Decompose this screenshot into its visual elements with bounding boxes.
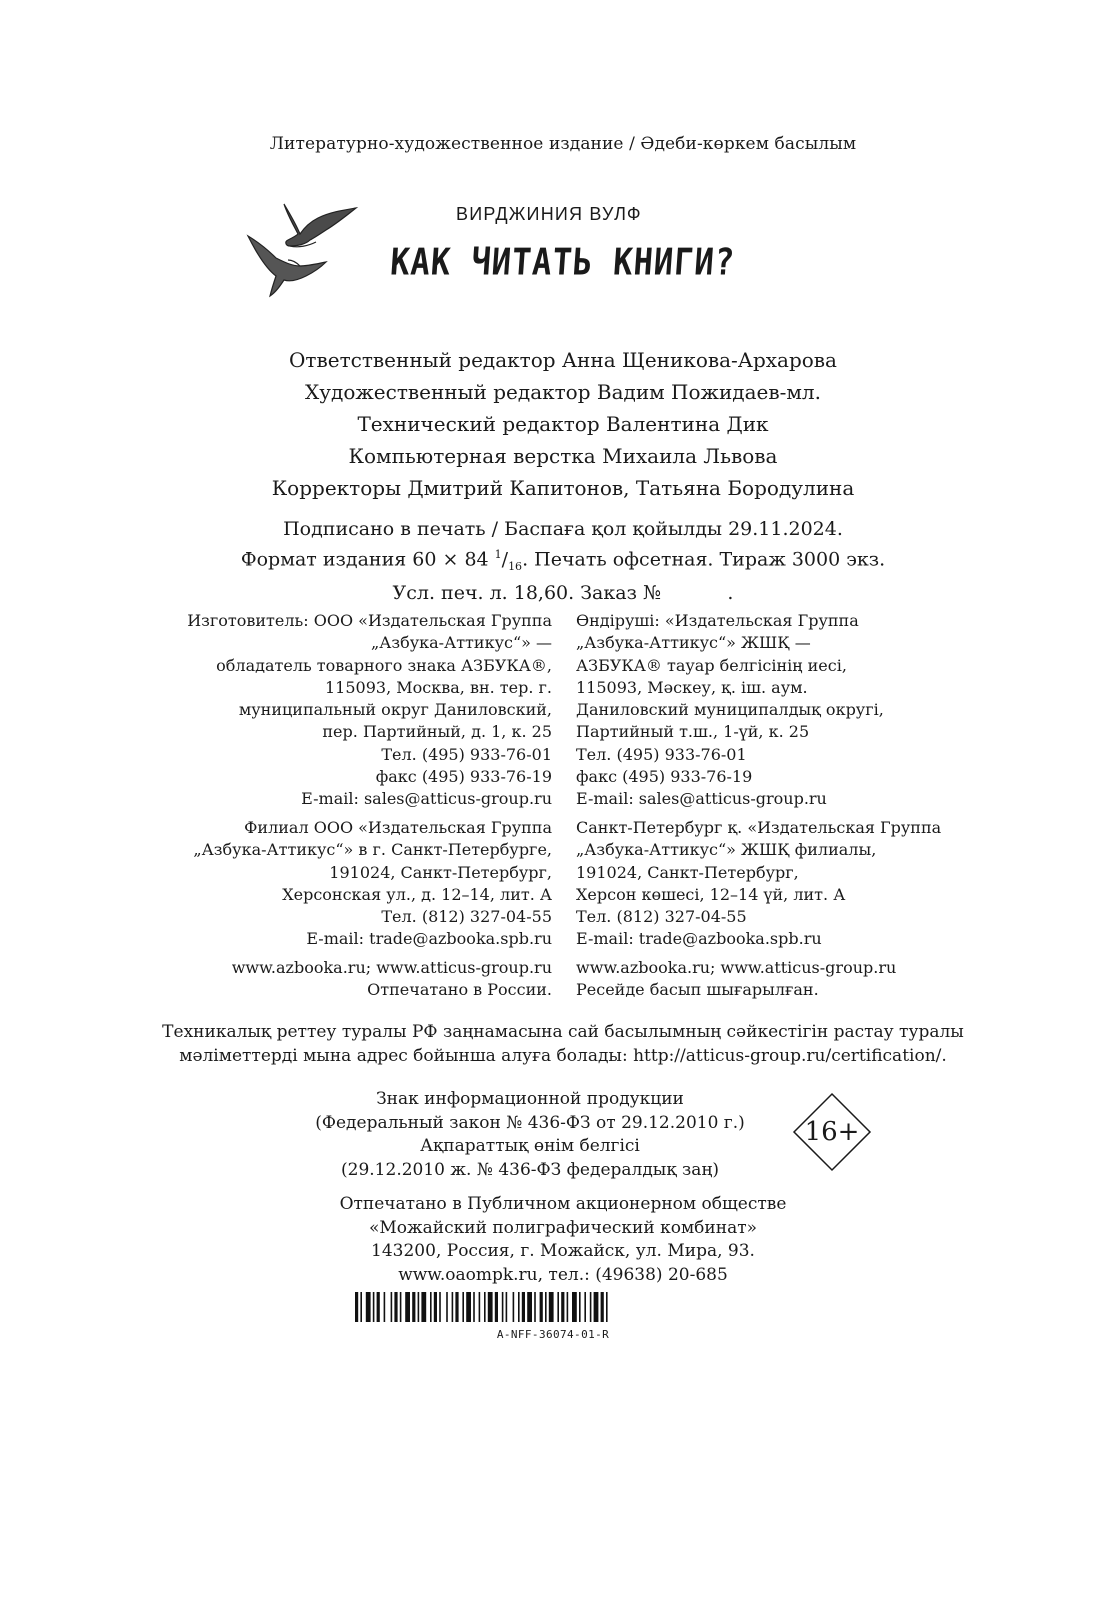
text-line: мәліметтерді мына адрес бойынша алуға болады: http://atticus-group.ru/certification/.	[179, 1046, 947, 1066]
text-line: «Можайский полиграфический комбинат»	[368, 1217, 758, 1238]
text-line: Отпечатано в Публичном акционерном обществе	[339, 1194, 787, 1214]
printer-info	[0, 1193, 1100, 1287]
web-kz	[576, 957, 976, 1002]
series-line: Литературно-художественное издание / Әдеби-көркем басылым	[269, 134, 857, 154]
text-line: E-mail: sales@atticus-group.ru	[576, 789, 827, 809]
text-line: www.oaompk.ru, тел.: (49638) 20-685	[398, 1264, 728, 1285]
text-line: (29.12.2010 ж. № 436-ФЗ федералдық заң)	[341, 1159, 719, 1180]
format-slash: /	[501, 548, 509, 571]
signed-line: Подписано в печать / Баспаға қол қойылды 29.11.2024.	[283, 518, 843, 540]
text-line: Тел. (812) 327-04-55	[576, 907, 747, 927]
text-line: обладатель товарного знака АЗБУКА®,	[216, 655, 552, 675]
text-line: 191024, Санкт-Петербург,	[576, 862, 799, 882]
text-line: E-mail: trade@azbooka.spb.ru	[306, 929, 552, 949]
format-suffix: . Печать офсетная. Тираж 3000 экз.	[522, 548, 886, 571]
barcode-graphic	[355, 1292, 751, 1322]
text-line: 115093, Москва, вн. тер. г.	[325, 677, 552, 697]
text-line: www.azbooka.ru; www.atticus-group.ru	[576, 958, 897, 977]
text-line: Тел. (812) 327-04-55	[381, 907, 552, 927]
age-rating-text: 16+	[804, 1117, 860, 1147]
text-line: Изготовитель: ООО «Издательская Группа	[187, 611, 552, 630]
text-line: Филиал ООО «Издательская Группа	[244, 818, 552, 837]
book-title: КАК ЧИТАТЬ КНИГИ?	[388, 240, 737, 284]
text-line: Ақпараттық өнім белгісі	[420, 1136, 640, 1156]
credit-line: Ответственный редактор Анна Щеникова-Архарова	[289, 348, 837, 372]
text-line: Отпечатано в России.	[367, 980, 552, 1000]
text-line: Херсон көшесі, 12–14 үй, лит. А	[576, 884, 846, 904]
sheets-line: Усл. печ. л. 18,60. Заказ № .	[392, 582, 734, 605]
author-name: ВИРДЖИНИЯ ВУЛФ	[456, 204, 642, 224]
manufacturer-ru	[180, 610, 552, 811]
text-line: Тел. (495) 933-76-01	[381, 744, 552, 764]
text-line: 191024, Санкт-Петербург,	[329, 862, 552, 882]
text-line: Техникалық реттеу туралы РФ заңнамасына сай басылымның сәйкестігін растау туралы	[162, 1022, 964, 1042]
text-line: Ресейде басып шығарылған.	[576, 980, 819, 1000]
format-den: 16	[508, 560, 523, 574]
text-line: АЗБУКА® тауар белгісінің иесі,	[576, 655, 847, 675]
text-line: факс (495) 933-76-19	[576, 767, 753, 787]
format-line	[0, 542, 1100, 580]
text-line: Өндіруші: «Издательская Группа	[576, 611, 859, 630]
web-ru	[180, 957, 552, 1002]
text-line: пер. Партийный, д. 1, к. 25	[322, 722, 552, 742]
branch-ru	[180, 817, 552, 951]
age-rating-badge	[792, 1092, 872, 1172]
branch-kz	[576, 817, 976, 951]
certification-note	[0, 1020, 1100, 1068]
text-line: E-mail: trade@azbooka.spb.ru	[576, 929, 822, 949]
print-info	[0, 516, 1100, 606]
text-line: „Азбука-Аттикус“» в г. Санкт-Петербурге,	[193, 840, 552, 860]
text-line: E-mail: sales@atticus-group.ru	[301, 789, 552, 809]
text-line: „Азбука-Аттикус“» —	[370, 633, 552, 653]
text-line: „Азбука-Аттикус“» ЖШҚ филиалы,	[576, 840, 877, 860]
barcode-code: A-NFF-36074-01-R	[496, 1328, 610, 1341]
text-line: Херсонская ул., д. 12–14, лит. А	[282, 884, 552, 904]
text-line: факс (495) 933-76-19	[375, 767, 552, 787]
text-line: www.azbooka.ru; www.atticus-group.ru	[231, 958, 552, 977]
credit-line: Художественный редактор Вадим Пожидаев-мл.	[305, 380, 821, 404]
credits-list	[0, 344, 1100, 504]
credit-line: Корректоры Дмитрий Капитонов, Татьяна Бородулина	[271, 476, 855, 500]
credit-line: Технический редактор Валентина Дик	[357, 412, 769, 436]
text-line: „Азбука-Аттикус“» ЖШҚ —	[576, 633, 811, 653]
birds-illustration	[244, 196, 374, 306]
info-product-sign	[270, 1088, 790, 1182]
text-line: 143200, Россия, г. Можайск, ул. Мира, 93.	[371, 1241, 755, 1261]
text-line: (Федеральный закон № 436-ФЗ от 29.12.2010 г.)	[315, 1112, 745, 1133]
credit-line: Компьютерная верстка Михаила Львова	[348, 444, 778, 468]
text-line: Знак информационной продукции	[376, 1089, 684, 1109]
text-line: 115093, Мәскеу, қ. іш. аум.	[576, 677, 808, 697]
text-line: Даниловский муниципалдық округі,	[576, 700, 884, 720]
manufacturer-kz	[576, 610, 976, 811]
format-prefix: Формат издания 60 × 84	[240, 548, 495, 571]
text-line: Партийный т.ш., 1-үй, к. 25	[576, 722, 810, 742]
text-line: Санкт-Петербург қ. «Издательская Группа	[576, 818, 942, 837]
text-line: Тел. (495) 933-76-01	[576, 744, 747, 764]
format-num: 1	[494, 548, 502, 561]
text-line: муниципальный округ Даниловский,	[238, 700, 552, 720]
